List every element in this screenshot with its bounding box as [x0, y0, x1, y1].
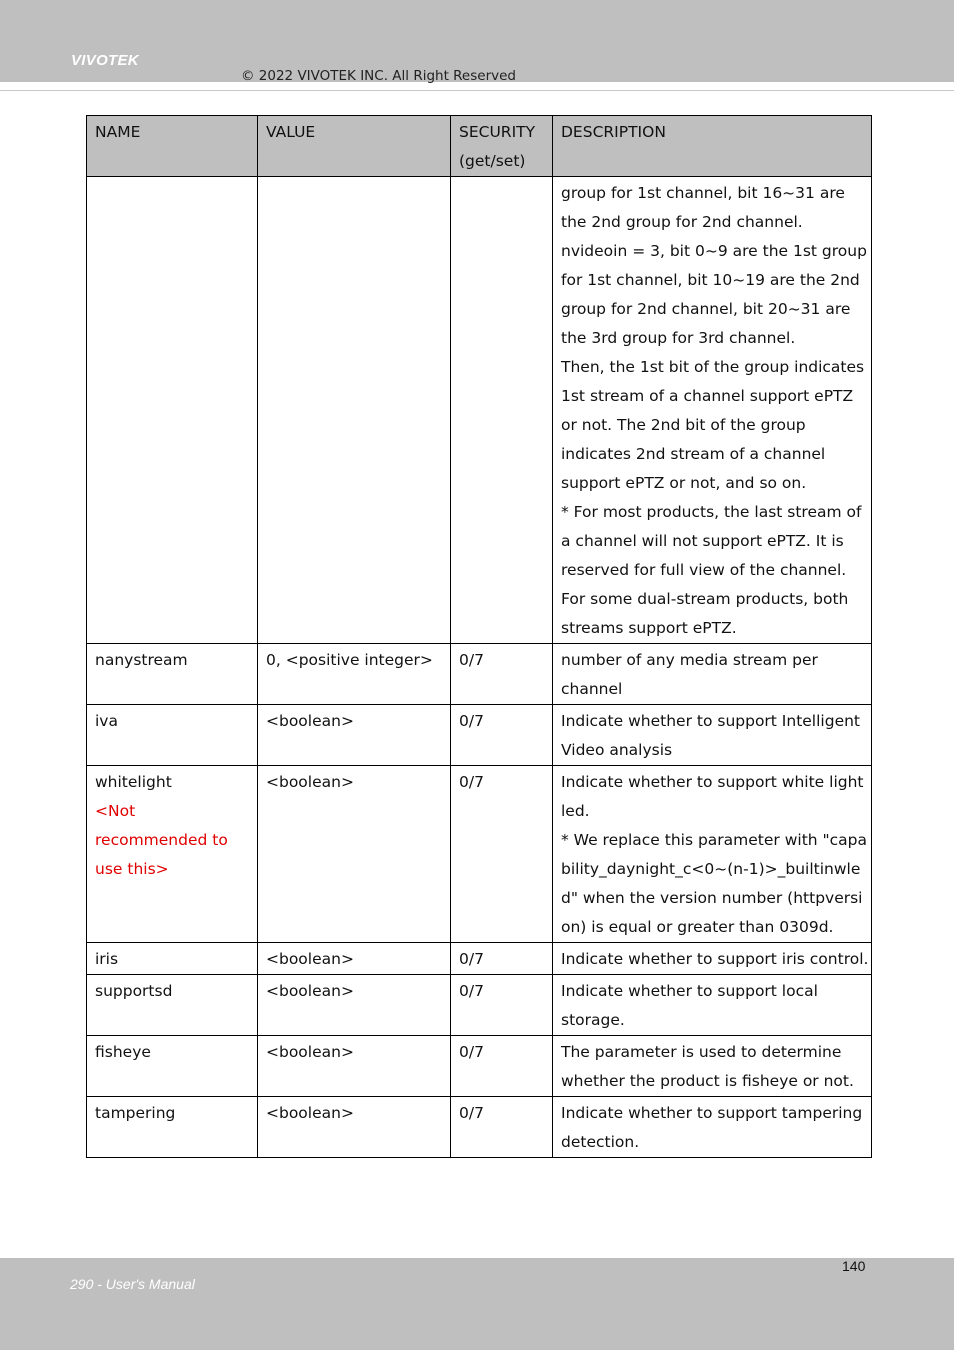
- table-row: [87, 177, 872, 644]
- table-header-row: [87, 116, 872, 177]
- table-row: [87, 1036, 872, 1097]
- cell-name: iva: [87, 705, 258, 766]
- cell-name: fisheye: [87, 1036, 258, 1097]
- cell-name: supportsd: [87, 975, 258, 1036]
- cell-security: 0/7: [451, 766, 553, 943]
- cell-name: iris: [87, 943, 258, 975]
- copyright-notice: © 2022 VIVOTEK INC. All Right Reserved: [241, 68, 516, 84]
- table-row: [87, 943, 872, 975]
- cell-name: [87, 177, 258, 644]
- cell-value: [258, 177, 451, 644]
- column-header-value: VALUE: [258, 116, 451, 177]
- cell-name: tampering: [87, 1097, 258, 1158]
- table-row: [87, 975, 872, 1036]
- column-header-name: NAME: [87, 116, 258, 177]
- column-header-security: SECURITY (get/set): [451, 116, 553, 177]
- cell-description: Indicate whether to support iris control.: [553, 943, 872, 975]
- cell-description: Indicate whether to support local storage.: [553, 975, 872, 1036]
- page-number: 140: [842, 1258, 866, 1274]
- page-footer: [0, 1258, 954, 1350]
- cell-description: number of any media stream per channel: [553, 644, 872, 705]
- cell-value: <boolean>: [258, 705, 451, 766]
- table-row: [87, 705, 872, 766]
- parameter-table: [86, 115, 872, 1158]
- cell-value: <boolean>: [258, 975, 451, 1036]
- manual-page-label: 290 - User's Manual: [70, 1276, 195, 1292]
- cell-description: [553, 177, 872, 644]
- cell-value: <boolean>: [258, 766, 451, 943]
- cell-description: The parameter is used to determine whether the product is fisheye or not.: [553, 1036, 872, 1097]
- cell-security: 0/7: [451, 705, 553, 766]
- cell-name: nanystream: [87, 644, 258, 705]
- cell-security: 0/7: [451, 943, 553, 975]
- cell-description: Indicate whether to support Intelligent Video analysis: [553, 705, 872, 766]
- description-text: Then, the 1st bit of the group indicates 1st stream of a channel support ePTZ or not. The 2nd bit of the group indicates 2nd stream of a channel support ePTZ or not, and so on.: [561, 358, 865, 492]
- table-row: [87, 766, 872, 943]
- description-text: Indicate whether to support white light led.: [561, 773, 864, 820]
- table-row: [87, 644, 872, 705]
- cell-security: [451, 177, 553, 644]
- cell-security: 0/7: [451, 1036, 553, 1097]
- table-row: [87, 1097, 872, 1158]
- cell-description: Indicate whether to support tampering detection.: [553, 1097, 872, 1158]
- cell-value: <boolean>: [258, 1097, 451, 1158]
- brand-logo-text: VIVOTEK: [71, 52, 139, 69]
- cell-value: <boolean>: [258, 943, 451, 975]
- header-divider: [0, 90, 954, 91]
- cell-name: [87, 766, 258, 943]
- column-header-description: DESCRIPTION: [553, 116, 872, 177]
- description-note: * We replace this parameter with "capability_daynight_c<0~(n-1)>_builtinwled" when the version number (httpversion) is equal or greater than 0309d.: [561, 831, 868, 936]
- parameter-name: whitelight: [95, 773, 172, 791]
- cell-security: 0/7: [451, 1097, 553, 1158]
- description-note: * For most products, the last stream of a channel will not support ePTZ. It is reserved for full view of the channel. For some dual-stream products, both streams support ePTZ.: [561, 503, 862, 637]
- deprecation-warning: <Not recommended to use this>: [95, 802, 228, 878]
- cell-security: 0/7: [451, 644, 553, 705]
- cell-value: 0, <positive integer>: [258, 644, 451, 705]
- cell-security: 0/7: [451, 975, 553, 1036]
- description-text: group for 1st channel, bit 16~31 are the 2nd group for 2nd channel. nvideoin = 3, bit 0~9 are the 1st group for 1st channel, bit 10~19 are the 2nd group for 2nd channel, bit 20~31 are the 3rd group for 3rd channel.: [561, 184, 867, 347]
- cell-description: [553, 766, 872, 943]
- cell-value: <boolean>: [258, 1036, 451, 1097]
